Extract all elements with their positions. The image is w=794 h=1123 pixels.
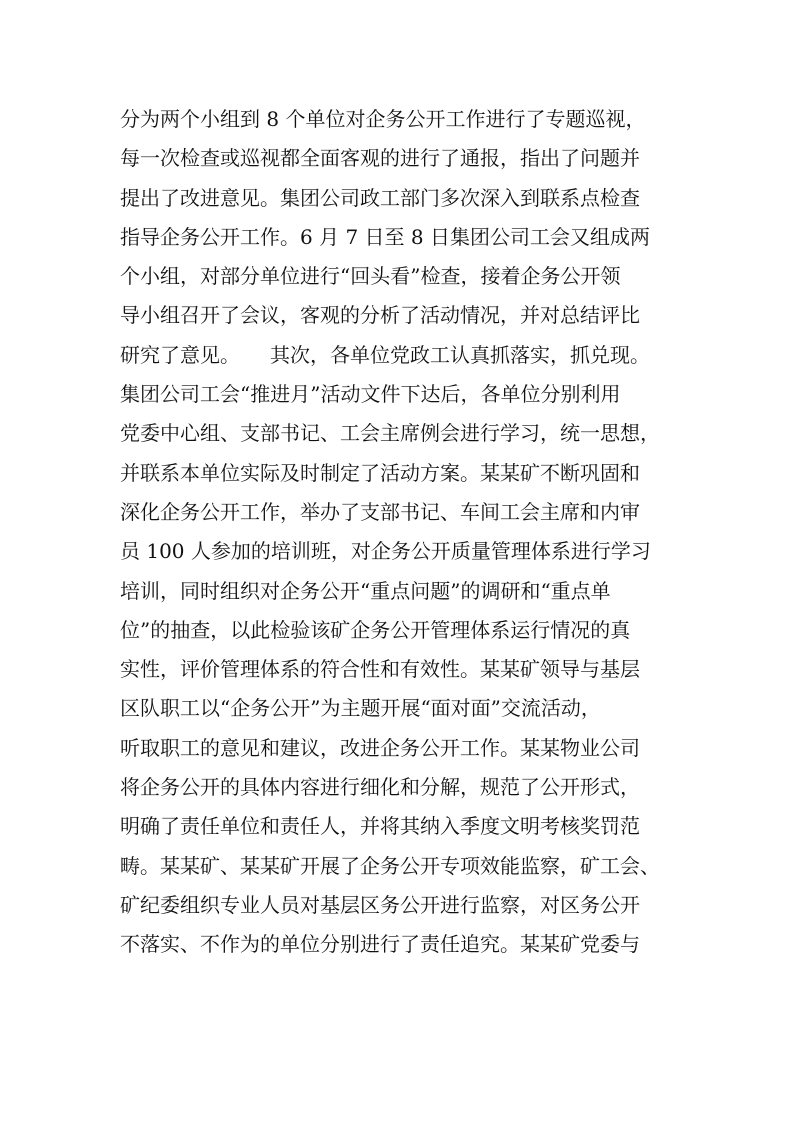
text-line: 分为两个小组到 8 个单位对企务公开工作进行了专题巡视，: [120, 107, 646, 131]
text-line: 矿纪委组织专业人员对基层区务公开进行监察，对区务公开: [120, 892, 640, 917]
text-line: 深化企务公开工作，举办了支部书记、车间工会主席和内审: [120, 499, 640, 524]
text-line: 每一次检查或巡视都全面客观的进行了通报，指出了问题并: [120, 146, 640, 171]
text-line: 畴。某某矿、某某矿开展了企务公开专项效能监察，矿工会、: [120, 853, 660, 878]
text-line: 研究了意见。 其次，各单位党政工认真抓落实，抓兑现。: [120, 342, 650, 367]
text-line: 将企务公开的具体内容进行细化和分解，规范了公开形式，: [120, 775, 640, 800]
text-line: 区队职工以“企务公开”为主题开展“面对面”交流活动，: [120, 696, 601, 721]
text-line: 员 100 人参加的培训班，对企务公开质量管理体系进行学习: [120, 539, 651, 564]
text-line: 并联系本单位实际及时制定了活动方案。某某矿不断巩固和: [120, 460, 640, 485]
text-line: 指导企务公开工作。6 月 7 日至 8 日集团公司工会又组成两: [120, 224, 650, 249]
body-text: [120, 100, 700, 965]
text-line: 明确了责任单位和责任人，并将其纳入季度文明考核奖罚范: [120, 814, 640, 839]
text-line: 导小组召开了会议，客观的分析了活动情况，并对总结评比: [120, 303, 640, 328]
text-line: 培训，同时组织对企务公开“重点问题”的调研和“重点单: [120, 578, 611, 603]
text-line: 不落实、不作为的单位分别进行了责任追究。某某矿党委与: [120, 932, 640, 957]
text-line: 个小组，对部分单位进行“回头看”检查，接着企务公开领: [120, 264, 621, 289]
text-line: 党委中心组、支部书记、工会主席例会进行学习，统一思想，: [120, 421, 660, 446]
text-line: 听取职工的意见和建议，改进企务公开工作。某某物业公司: [120, 735, 640, 760]
text-line: 实性，评价管理体系的符合性和有效性。某某矿领导与基层: [120, 657, 640, 682]
text-line: 位”的抽查，以此检验该矿企务公开管理体系运行情况的真: [120, 617, 631, 642]
text-line: 集团公司工会“推进月”活动文件下达后，各单位分别利用: [120, 382, 621, 407]
text-line: 提出了改进意见。集团公司政工部门多次深入到联系点检查: [120, 185, 640, 210]
